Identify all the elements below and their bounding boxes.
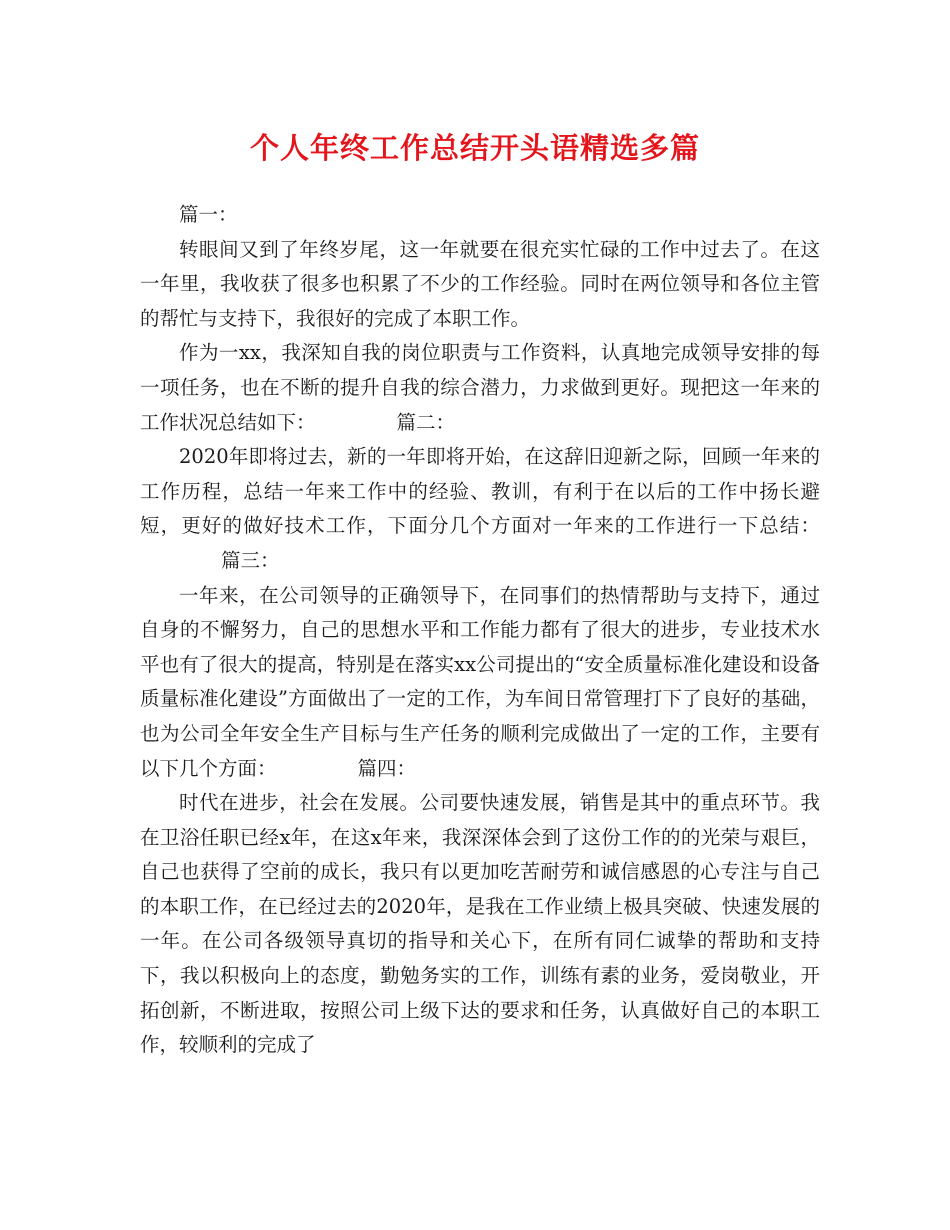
section-heading-2: 篇二： [396, 410, 456, 434]
document-title: 个人年终工作总结开头语精选多篇 [249, 131, 700, 165]
paragraph-1 [140, 233, 820, 337]
paragraph-text: 时代在进步，社会在发展。公司要快速发展，销售是其中的重点环节。我在卫浴任职已经x年，在这x年来，我深深体会到了这份工作的的光荣与艰巨，自己也获得了空前的成长，我只有以更加吃苦耐劳和诚信感恩的心专注与自己的本职工作，在已经过去的2020年，是我在工作业绩上极具突破、快速发展的一年。在公司各级领导真切的指导和关心下，在所有同仁诚挚的帮助和支持下，我以积极向上的态度，勤勉务实的工作，训练有素的业务，爱岗敬业，开拓创新，不断进取，按照公司上级下达的要求和任务，认真做好自己的本职工作，较顺利的完成了 [140, 791, 820, 1057]
paragraph-2 [140, 336, 820, 440]
document-body [140, 198, 820, 1063]
paragraph-5 [140, 786, 820, 1063]
paragraph-text: 一年来，在公司领导的正确领导下，在同事们的热情帮助与支持下，通过自身的不懈努力，自己的思想水平和工作能力都有了很大的进步，专业技术水平也有了很大的提高，特别是在落实xx公司提出的“安全质量标准化建设和设备质量标准化建设”方面做出了一定的工作，为车间日常管理打下了良好的基础，也为公司全年安全生产目标与生产任务的顺利完成做出了一定的工作，主要有以下几个方面： [140, 583, 820, 780]
section-heading-3: 篇三： [221, 548, 280, 572]
paragraph-text: 2020年即将过去，新的一年即将开始，在这辞旧迎新之际，回顾一年来的工作历程，总结一年来工作中的经验、教训，有利于在以后的工作中扬长避短，更好的做好技术工作，下面分几个方面对一年来的工作进行一下总结： [140, 445, 820, 538]
paragraph-text: 篇一： [179, 203, 238, 226]
paragraph-text: 作为一xx，我深知自我的岗位职责与工作资料，认真地完成领导安排的每一项任务，也在不断的提升自我的综合潜力，力求做到更好。现把这一年来的工作状况总结如下： [140, 341, 820, 434]
section-heading-4: 篇四： [357, 756, 417, 780]
paragraph-3 [140, 440, 820, 578]
paragraph-4 [140, 579, 820, 787]
paragraph-text: 转眼间又到了年终岁尾，这一年就要在很充实忙碌的工作中过去了。在这一年里，我收获了很多也积累了不少的工作经验。同时在两位领导和各位主管的帮忙与支持下，我很好的完成了本职工作。 [140, 237, 820, 330]
section-heading-1 [140, 198, 820, 233]
